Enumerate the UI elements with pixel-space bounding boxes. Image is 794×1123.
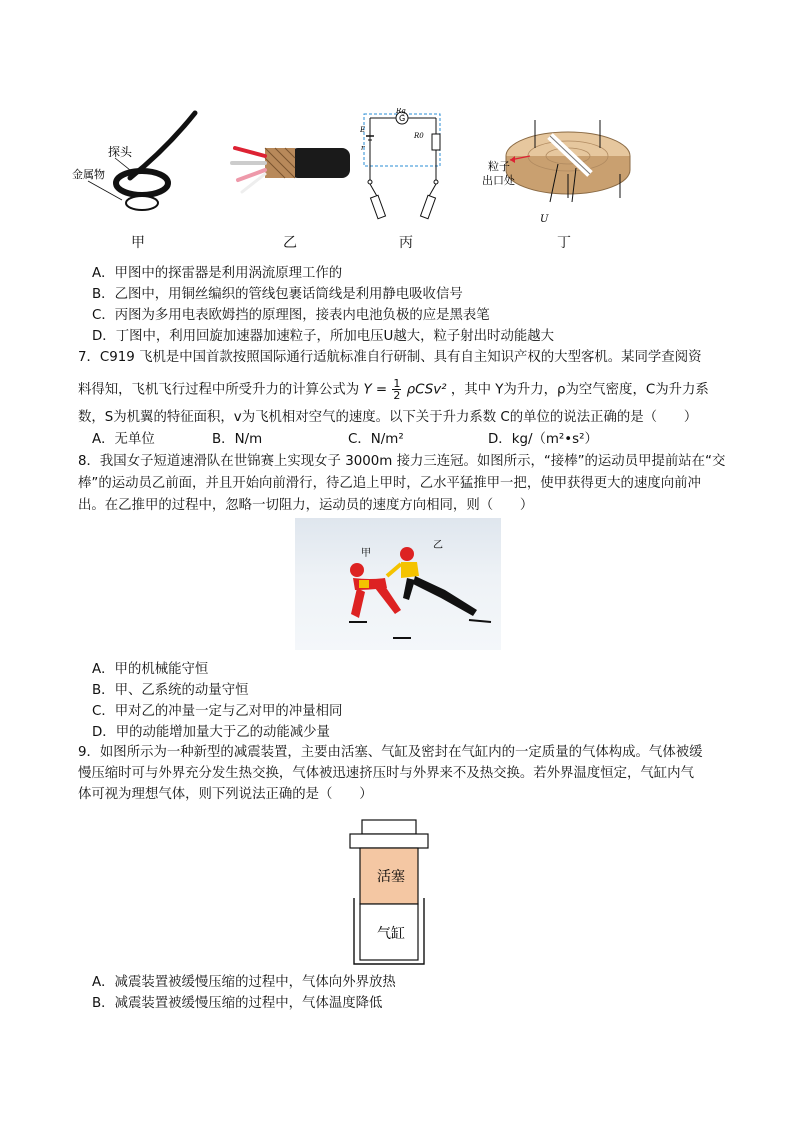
speed-skating-photo xyxy=(295,518,501,650)
formula-fraction xyxy=(392,378,401,401)
internal-resistance-label: r xyxy=(361,144,365,152)
q9-line-2: 慢压缩时可与外界充分发生热交换，气体被迅速挤压时与外界来不及热交换。若外界温度恒定，气缸内气 xyxy=(78,766,694,781)
q8-option-c: C．甲对乙的冲量一定与乙对甲的冲量相同 xyxy=(92,704,343,719)
particle-callout: 粒子 xyxy=(488,160,510,173)
q6-option-c: C．丙图为多用电表欧姆挡的原理图，接表内电池负极的应是黑表笔 xyxy=(92,308,490,323)
skater-yi-label: 乙 xyxy=(433,540,443,551)
q9-line-1: 9．如图所示为一种新型的减震装置，主要由活塞、气缸及密封在气缸内的一定质量的气体构成。气体被缓 xyxy=(78,745,703,760)
q7-line-2-post: ，其中 Y为升力，ρ为空气密度，C为升力系 xyxy=(450,382,709,398)
cylinder-label: 气缸 xyxy=(377,926,405,942)
q9-option-a: A．减震装置被缓慢压缩的过程中，气体向外界放热 xyxy=(92,975,396,990)
skaters-illustration xyxy=(295,518,501,650)
q7-option-b: B．N/m xyxy=(212,432,263,447)
q6-option-a: A．甲图中的探雷器是利用涡流原理工作的 xyxy=(92,266,343,281)
formula-denominator: 2 xyxy=(393,389,401,402)
q8-line-1: 8．我国女子短道速滑队在世锦赛上实现女子 3000m 接力三连冠。如图所示，“接棒”的运动员甲提前站在“交 xyxy=(78,454,726,469)
q7-option-a: A．无单位 xyxy=(92,432,155,447)
piston-label: 活塞 xyxy=(377,869,405,885)
r0-label: R0 xyxy=(414,132,424,140)
shielded-cable-figure xyxy=(220,108,360,228)
formula-lhs: Y = xyxy=(363,382,388,398)
q7-line-3: 数，S为机翼的特征面积，v为飞机相对空气的速度。以下关于升力系数 C的单位的说法正确的是（ ） xyxy=(78,410,698,425)
galvanometer-label: G xyxy=(399,114,406,123)
q8-option-a: A．甲的机械能守恒 xyxy=(92,662,209,677)
q8-option-b: B．甲、乙系统的动量守恒 xyxy=(92,683,249,698)
q7-line-1: 7．C919 飞机是中国首款按照国际通行适航标准自行研制、具有自主知识产权的大型客机。某同学查阅资 xyxy=(78,350,702,365)
q9-option-b: B．减震装置被缓慢压缩的过程中，气体温度降低 xyxy=(92,996,383,1011)
metal-callout: 金属物 xyxy=(72,168,105,181)
q7-line-2-pre: 料得知，飞机飞行过程中所受升力的计算公式为 xyxy=(78,382,360,398)
q7-line-2 xyxy=(78,378,709,401)
voltage-label: U xyxy=(540,214,549,225)
emf-label: E xyxy=(360,126,366,134)
q9-line-3: 体可视为理想气体，则下列说法正确的是（ ） xyxy=(78,787,373,802)
q8-line-2: 棒”的运动员乙前面，并且开始向前滑行，待乙追上甲时，乙水平猛推甲一把，使甲获得更大的速度向前冲 xyxy=(78,476,701,491)
figure-label-yi: 乙 xyxy=(283,235,297,251)
shock-absorber-figure xyxy=(346,818,432,968)
figure-label-jia: 甲 xyxy=(131,235,145,251)
cyclotron-figure xyxy=(480,108,640,233)
formula-rhs: ρCSv² xyxy=(406,382,447,398)
q6-option-b: B．乙图中，用铜丝编织的管线包裹话筒线是利用静电吸收信号 xyxy=(92,287,463,302)
ohmmeter-circuit-figure xyxy=(360,108,450,233)
figure-label-ding: 丁 xyxy=(557,235,571,251)
q8-line-3: 出。在乙推甲的过程中，忽略一切阻力，运动员的速度方向相同，则（ ） xyxy=(78,498,534,513)
mine-detector-figure xyxy=(60,108,200,228)
formula-numerator: 1 xyxy=(393,377,401,390)
rg-label: Rg xyxy=(396,108,406,115)
q6-figure-row xyxy=(60,108,740,258)
q6-option-d: D．丁图中，利用回旋加速器加速粒子，所加电压U越大，粒子射出时动能越大 xyxy=(92,329,555,344)
q8-option-d: D．甲的动能增加量大于乙的动能减少量 xyxy=(92,725,330,740)
figure-label-bing: 丙 xyxy=(399,235,413,251)
q7-option-d: D．kg/（m²•s²） xyxy=(488,432,598,447)
probe-callout: 探头 xyxy=(108,145,133,159)
q7-option-c: C．N/m² xyxy=(348,432,404,447)
exit-callout: 出口处 xyxy=(482,174,515,187)
skater-jia-label: 甲 xyxy=(361,548,371,559)
